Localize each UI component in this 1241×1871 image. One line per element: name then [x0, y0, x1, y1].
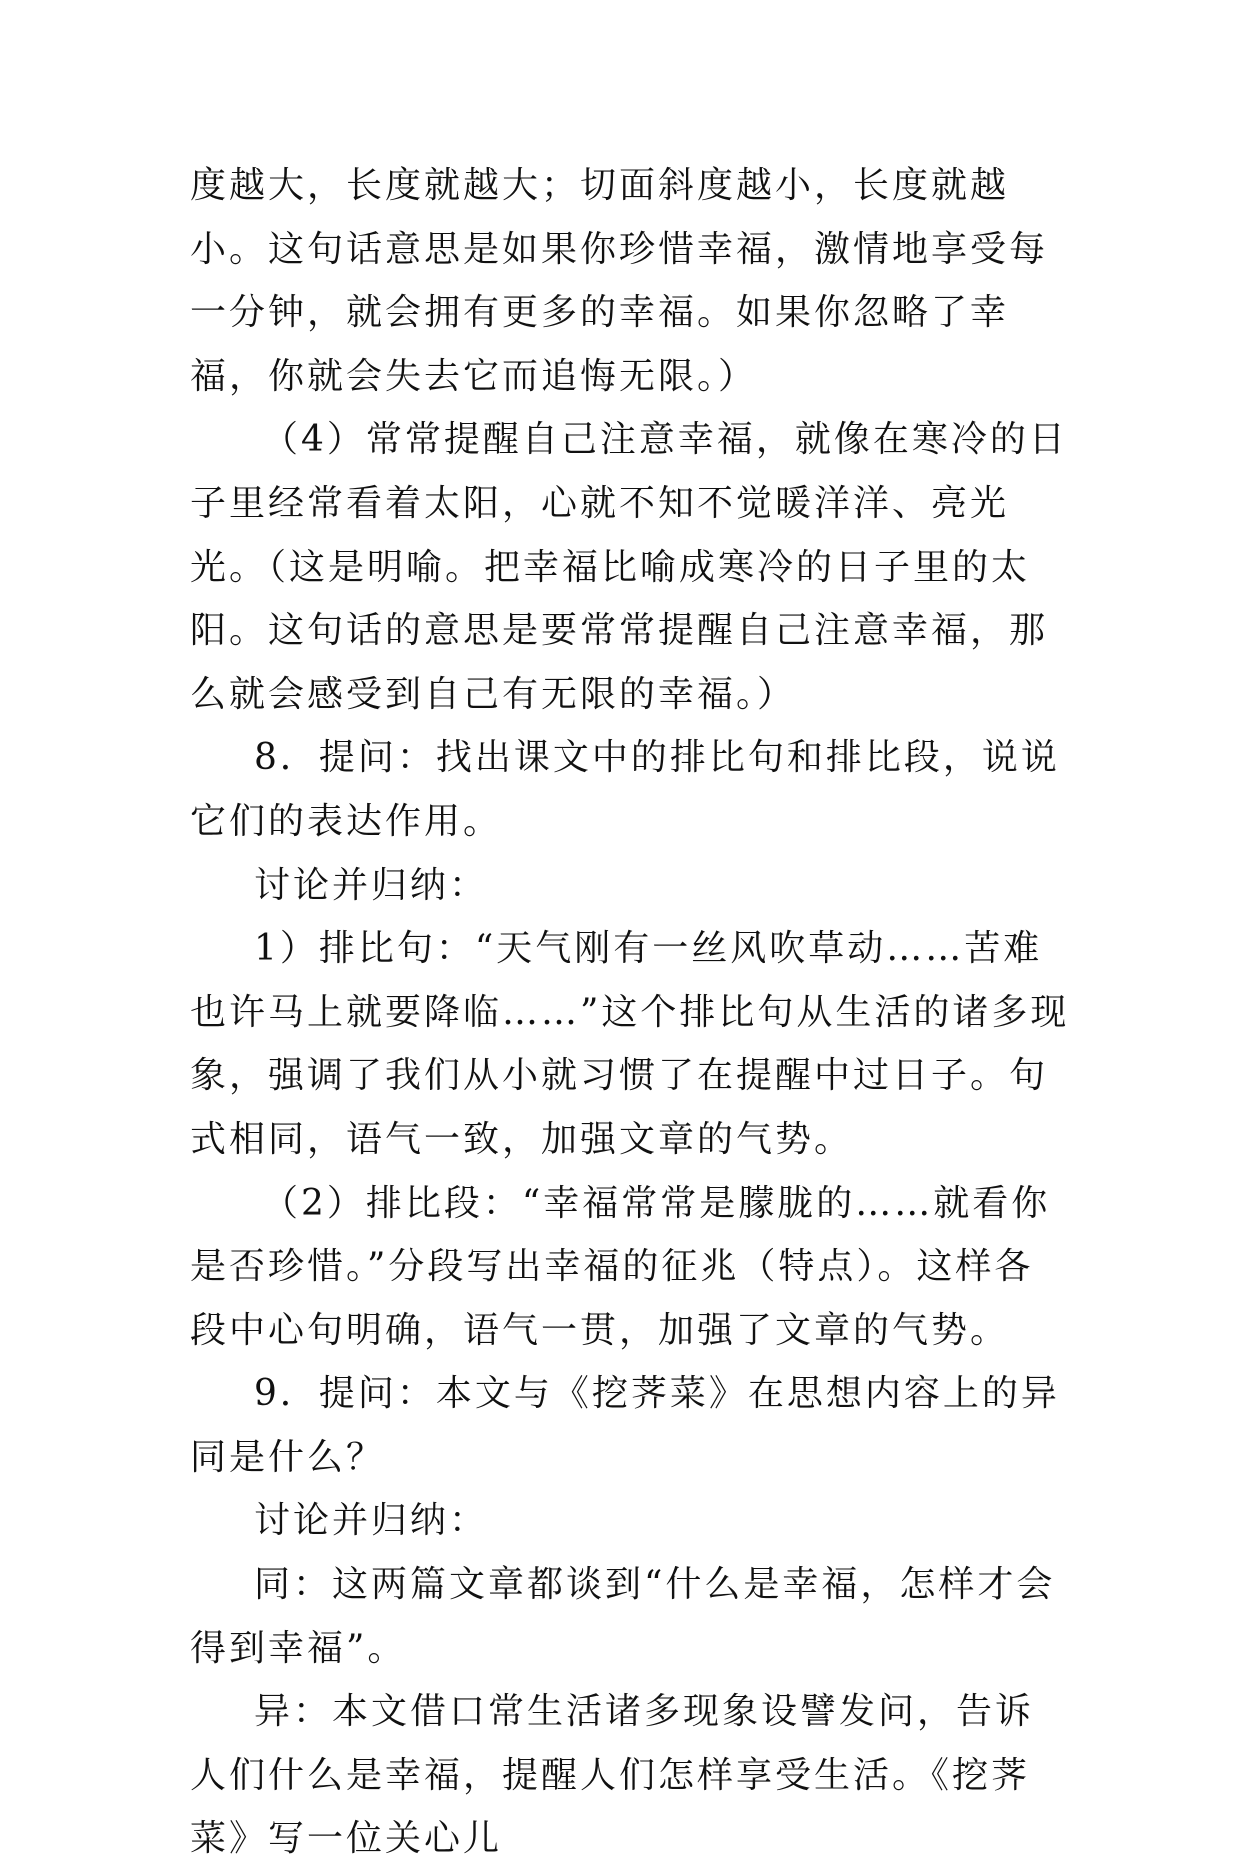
paragraph-6: （2）排比段：“幸福常常是朦胧的……就看你是否珍惜。”分段写出幸福的征兆（特点）。这样各段中心句明确，语气一贯，加强了文章的气势。: [190, 1182, 1051, 1351]
paragraph-7: 9．提问：本文与《挖荠菜》在思想内容上的异同是什么？: [190, 1373, 1060, 1478]
paragraph-4: 讨论并归纳：: [254, 864, 489, 906]
paragraph-10: 异：本文借口常生活诸多现象设譬发问，告诉人们什么是幸福，提醒人们怎样享受生活。《挖荠菜》写一位关心儿: [190, 1691, 1035, 1860]
paragraph-9: 同：这两篇文章都谈到“什么是幸福，怎样才会得到幸福”。: [190, 1564, 1056, 1669]
paragraph-3: 8．提问：找出课文中的排比句和排比段，说说它们的表达作用。: [190, 737, 1060, 842]
paragraph-1: 度越大，长度就越大；切面斜度越小，长度就越小。这句话意思是如果你珍惜幸福，激情地享受每一分钟，就会拥有更多的幸福。如果你忽略了幸福，你就会失去它而追悔无限。）: [190, 165, 1049, 397]
paragraph-8: 讨论并归纳：: [254, 1500, 489, 1542]
paragraph-2: （4）常常提醒自己注意幸福，就像在寒冷的日子里经常看着太阳，心就不知不觉暖洋洋、亮光光。（这是明喻。把幸福比喻成寒冷的日子里的太阳。这句话的意思是要常常提醒自己注意幸福，那么就会感受到自己有无限的幸福。）: [190, 419, 1068, 715]
paragraph-5: 1）排比句：“天气刚有一丝风吹草动……苦难也许马上就要降临……”这个排比句从生活的诸多现象，强调了我们从小就习惯了在提醒中过日子。句式相同，语气一致，加强文章的气势。: [190, 928, 1070, 1160]
body-text: [190, 154, 1070, 1871]
